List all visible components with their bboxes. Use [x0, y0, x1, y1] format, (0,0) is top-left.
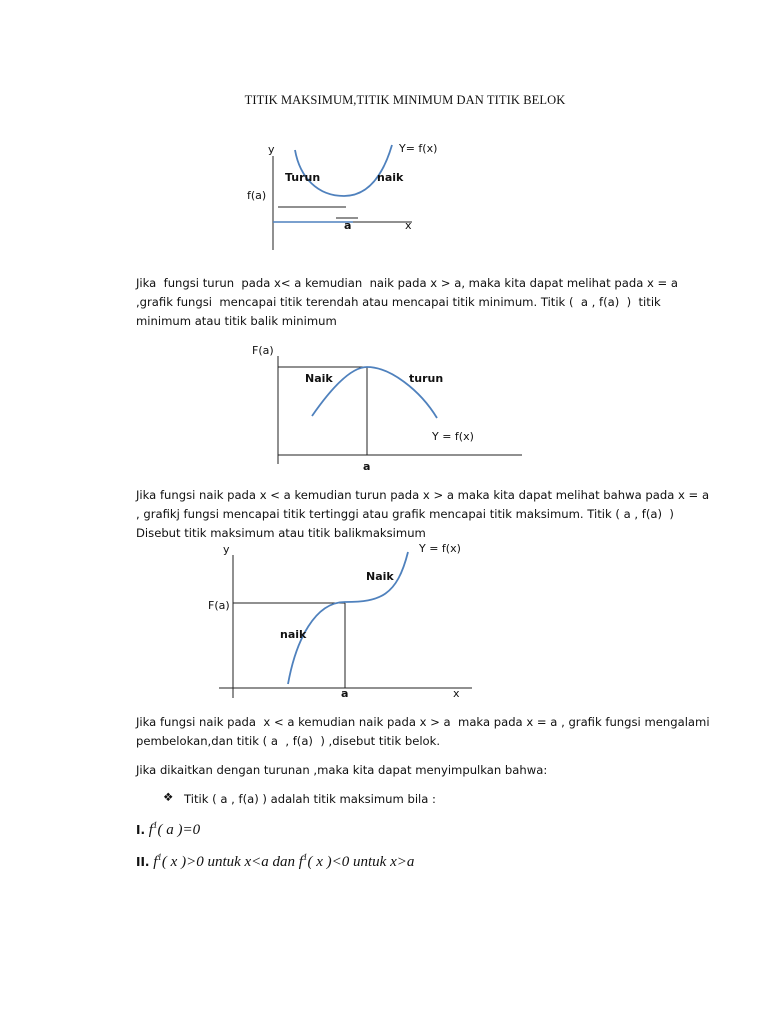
formula-expression: ( x )<0 untuk x>a	[307, 854, 415, 870]
fig1-a-label: a	[344, 219, 352, 232]
fig2-curve-label: Y = f(x)	[432, 430, 474, 443]
formula-function: f	[298, 854, 303, 870]
paragraph-line: Jika fungsi naik pada x < a kemudian naik pada x > a maka pada x = a , grafik fungsi mengalami	[136, 715, 710, 729]
paragraph-line: , grafikj fungsi mencapai titik tertinggi atau grafik mencapai titik maksimum. Titik ( a , f(a) )	[136, 507, 674, 521]
paragraph-minimum	[136, 274, 678, 331]
paragraph-line: Jika fungsi naik pada x < a kemudian turun pada x > a maka kita dapat melihat bahwa pada x = a	[136, 488, 710, 502]
fig3-fa-label: F(a)	[208, 599, 230, 612]
bullet-text: Titik ( a , f(a) ) adalah titik maksimum bila :	[184, 792, 436, 806]
diamond-bullet-icon: ❖	[163, 790, 174, 804]
paragraph-maximum	[136, 486, 709, 543]
fig2-right-label: turun	[409, 372, 444, 385]
fig1-x-label: x	[405, 219, 412, 232]
formula-expression: ( a )=0	[157, 822, 201, 838]
formula-superscript: 1	[157, 852, 162, 862]
paragraph-derivative	[136, 761, 547, 780]
formula-one	[136, 820, 200, 839]
formula-superscript: 1	[152, 820, 158, 830]
figure-inflection	[208, 542, 472, 700]
fig3-a-label: a	[341, 687, 349, 700]
fig2-a-label: a	[363, 460, 371, 473]
figure-maximum	[252, 344, 522, 473]
fig3-upper-label: Naik	[366, 570, 394, 583]
formula-superscript: 1	[302, 852, 308, 862]
formula-function: f	[148, 822, 153, 838]
paragraph-line: minimum atau titik balik minimum	[136, 314, 337, 328]
figure-minimum	[247, 142, 437, 250]
paragraph-line: Jika fungsi turun pada x< a kemudian naik pada x > a, maka kita dapat melihat pada x = a	[136, 276, 679, 290]
document-title: TITIK MAKSIMUM,TITIK MINIMUM DAN TITIK BELOK	[244, 93, 566, 107]
formula-numeral: II.	[136, 855, 150, 869]
fig2-fa-label: F(a)	[252, 344, 274, 357]
formula-numeral: I.	[136, 823, 146, 837]
fig1-left-label: Turun	[285, 171, 321, 184]
paragraph-inflection	[136, 713, 710, 751]
fig1-curve-label: Y= f(x)	[399, 142, 438, 155]
formula-two	[136, 852, 414, 871]
fig3-lower-label: naik	[280, 628, 307, 641]
fig3-y-label: y	[223, 543, 230, 556]
fig1-y-label: y	[268, 143, 275, 156]
paragraph-line: pembelokan,dan titik ( a , f(a) ) ,disebut titik belok.	[136, 734, 441, 748]
paragraph-line: Disebut titik maksimum atau titik balikmaksimum	[136, 526, 426, 540]
fig1-right-label: naik	[377, 171, 404, 184]
formula-function: f	[153, 854, 158, 870]
paragraph-line: Jika dikaitkan dengan turunan ,maka kita dapat menyimpulkan bahwa:	[136, 763, 548, 777]
fig2-left-label: Naik	[305, 372, 333, 385]
formula-expression: ( x )>0 untuk x<a dan	[161, 854, 299, 870]
fig1-fa-label: f(a)	[247, 189, 267, 202]
paragraph-line: ,grafik fungsi mencapai titik terendah atau mencapai titik minimum. Titik ( a , f(a) ) titik	[136, 295, 661, 309]
fig3-x-label: x	[453, 687, 460, 700]
fig3-curve-label: Y = f(x)	[419, 542, 461, 555]
